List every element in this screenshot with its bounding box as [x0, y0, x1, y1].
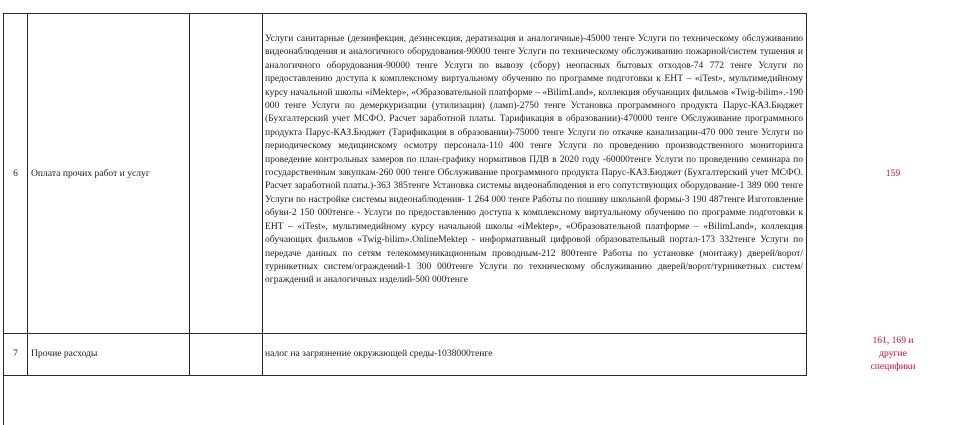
note-line: специфики — [870, 361, 916, 373]
row-description: налог на загрязнение окружающей среды-1038000тенге — [265, 348, 493, 359]
row-specifics-note — [848, 334, 938, 374]
table-left-border — [3, 13, 4, 376]
column-divider-3 — [262, 13, 263, 376]
row-number: 6 — [13, 168, 18, 179]
row-expense-name: Оплата прочих работ и услуг — [31, 168, 150, 179]
row-description: Услуги санитарные (дезинфекция, дезинсекция, дератизация и аналогичные)-45000 тенге Услуги по техническому обслуживанию видеонаблюдения и аналогичного оборудования-90000 тенге Услуги по техническому обслуживанию пожарной/систем тушения и аналогичного оборудования-90000 тенге Услуги по вывозу (сбору) неопасных бытовых отходов-74 772 тенге Услуги по предоставлению доступа к комплексному виртуальному обучению по программе подготовки к ЕНТ – «iTest», мультимедийному курсу начальной школы «iMektep», «Образовательной платформе – «BilimLand», коллекция обучающих фильмов «Twig-bilim».-190 000 тенге Услуги по демеркуризации (утилизация) (ламп)-2750 тенге Установка программного продукта Парус-КАЗ.Бюджет (Бухгалтерский учет МСФО. Расчет заработной платы. Тарификация в образовании)-470000 тенге Обслуживание программного продукта Парус-КАЗ.Бюджет (Тарификация в образовании)-75000 тенге Услуги по откачке канализации-470 000 тенге Услуги по периодическому медицинскому осмотру персонала-110 400 тенге Услуги по проведению производственного мониторинга проведение контрольных замеров по план-графику нормативов ПДВ в 2020 году -60000тенге Услуги по проведению семинара по государственным закупкам-260 000 тенге Обслуживание программного продукта Парус-КАЗ.Бюджет (Бухгалтерский учет МСФО. Расчет заработной платы.)-363 385тенге Установка системы видеонаблюдения и его сопутствующих оборудование-1 389 000 тенге Услуги по настройке системы видеонаблюдения- 1 264 000 тенге Работы по пошиву школьной формы-3 190 487тенге Изготовление обуви-2 150 000тенге - Услуги по предоставлению доступа к комплексному виртуальному обучению по программе подготовки к ЕНТ – «iTest», мультимедийному курсу начальной школы «iMektep», «Образовательной платформе – «BilimLand», коллекция обучающих фильмов «Twig-bilim».OnlineMektep - информативный цифровой образовательный портал-173 332тенге Услуги по передаче данных по сетям телекоммуникационным проводным-212 800тенге Работы по установке (монтажу) дверей/ворот/турникетных систем/ограждений-1 300 000тенге Услуги по техническому обслуживанию дверей/ворот/турникетных систем/ограждений и аналогичных изделий-500 000тенге — [265, 33, 803, 286]
row-expense-name: Прочие расходы — [31, 348, 98, 359]
row-number: 7 — [13, 348, 18, 359]
column-divider-1 — [27, 13, 28, 376]
note-line: 161, 169 и — [872, 335, 914, 346]
column-divider-2 — [189, 13, 190, 376]
row-specifics-note: 159 — [885, 168, 901, 179]
row-divider — [3, 333, 807, 334]
table-right-border — [806, 13, 807, 376]
table-bottom-border — [3, 375, 807, 376]
note-line: другие — [879, 348, 907, 360]
page-left-edge — [3, 376, 4, 425]
table-top-border — [3, 13, 807, 14]
